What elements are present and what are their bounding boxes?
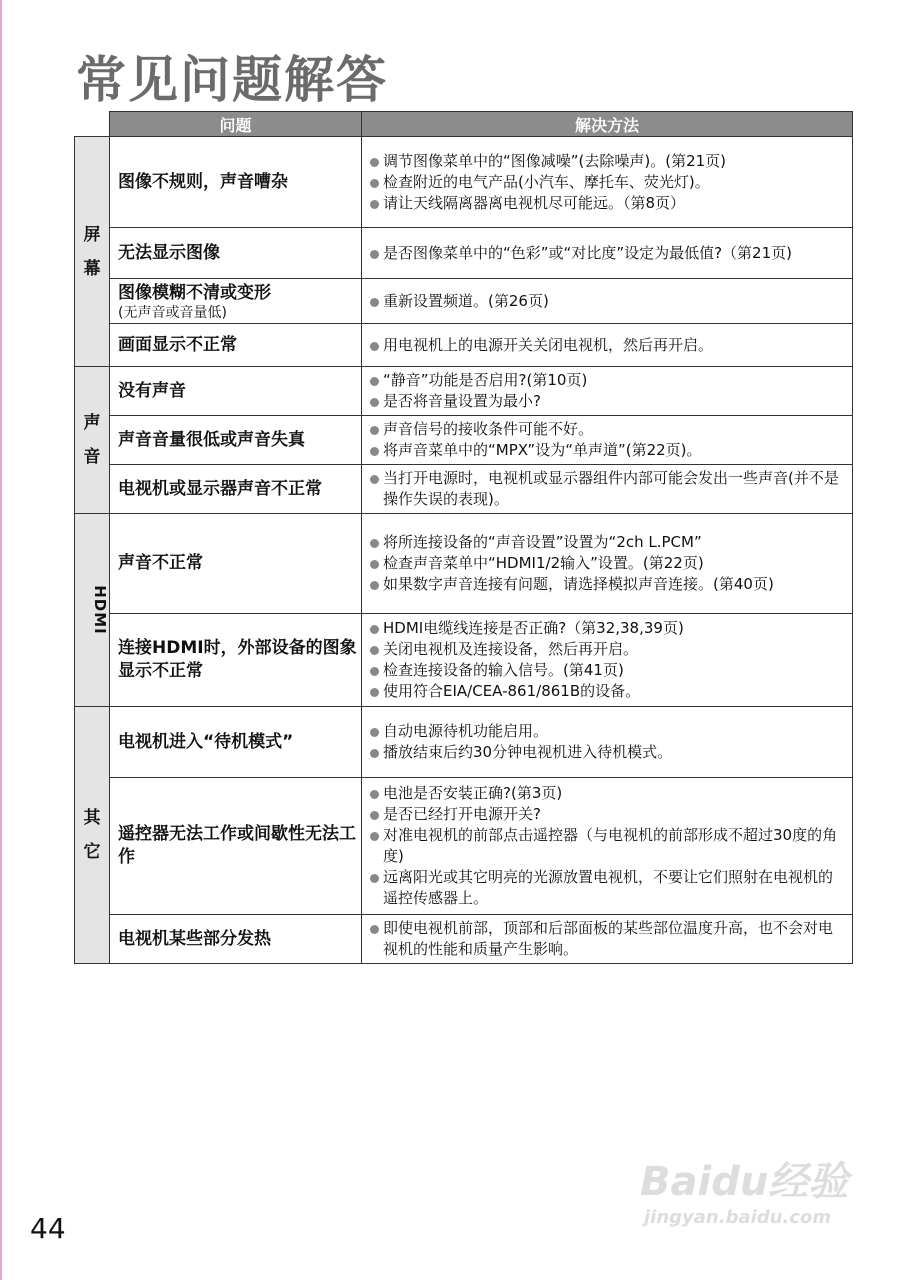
bullet-icon (370, 925, 379, 934)
solution-item (370, 742, 846, 763)
solution-cell (362, 324, 853, 367)
solution-text: 将声音菜单中的“MPX”设为“单声道”(第22页)。 (383, 441, 702, 459)
problem-text: 声音不正常 (118, 553, 203, 573)
problem-text: 图像模糊不清或变形 (118, 282, 271, 303)
problem-text: 没有声音 (118, 380, 186, 401)
problem-text: 电视机某些部分发热 (118, 928, 271, 949)
solution-text: 声音信号的接收条件可能不好。 (383, 420, 594, 438)
table-row (75, 915, 853, 964)
page-edge (0, 0, 2, 1280)
problem-cell (110, 137, 362, 228)
solution-item (370, 804, 846, 825)
category-cell (75, 137, 110, 367)
solution-text: 如果数字声音连接有问题，请选择模拟声音连接。(第40页) (383, 575, 774, 593)
solution-cell (362, 707, 853, 778)
category-label: 声音 (83, 413, 101, 467)
problem-cell (110, 324, 362, 367)
solution-text: 播放结束后约30分钟电视机进入待机模式。 (383, 743, 673, 761)
bullet-icon (370, 646, 379, 655)
table-row (75, 514, 853, 614)
solution-item (370, 419, 846, 440)
solution-item (370, 783, 846, 804)
solution-item (370, 468, 846, 510)
solution-cell (362, 465, 853, 514)
solution-text: 电池是否安装正确?(第3页) (383, 784, 563, 802)
bullet-icon (370, 749, 379, 758)
solution-text: 请让天线隔离器离电视机尽可能远。（第8页） (383, 193, 686, 212)
solution-text: 远离阳光或其它明亮的光源放置电视机，不要让它们照射在电视机的遥控传感器上。 (383, 868, 834, 907)
category-label: 屏幕 (83, 224, 101, 279)
header-blank (75, 112, 110, 137)
bullet-icon (370, 447, 379, 456)
bullet-icon (370, 811, 379, 820)
bullet-icon (370, 475, 379, 484)
solution-item (370, 825, 846, 867)
problem-cell (110, 416, 362, 465)
bullet-icon (370, 179, 379, 188)
bullet-icon (370, 667, 379, 676)
solution-item (370, 151, 846, 172)
problem-text: 声音音量很低或声音失真 (118, 429, 305, 450)
solution-text: 自动电源待机功能启用。 (383, 722, 549, 740)
problem-cell (110, 514, 362, 614)
bullet-icon (370, 581, 379, 590)
problem-text: 电视机或显示器声音不正常 (118, 478, 322, 499)
table-row (75, 137, 853, 228)
solution-text: 用电视机上的电源开关关闭电视机，然后再开启。 (383, 335, 714, 354)
solution-item (370, 532, 846, 553)
solution-cell (362, 367, 853, 416)
solution-cell (362, 279, 853, 324)
solution-cell (362, 778, 853, 915)
table-row (75, 707, 853, 778)
solution-item (370, 291, 846, 312)
category-cell (75, 367, 110, 514)
solution-text: 将所连接设备的“声音设置”设置为“2ch L.PCM” (383, 533, 702, 551)
solution-item (370, 918, 846, 960)
problem-cell (110, 465, 362, 514)
problem-text: 无法显示图像 (118, 242, 220, 263)
table-row (75, 228, 853, 279)
solution-cell (362, 915, 853, 964)
bullet-icon (370, 688, 379, 697)
solution-text: 检查附近的电气产品(小汽车、摩托车、荧光灯)。 (383, 172, 710, 191)
problem-cell (110, 228, 362, 279)
solution-item (370, 721, 846, 742)
solution-text: 重新设置频道。(第26页) (383, 291, 549, 310)
bullet-icon (370, 728, 379, 737)
solution-text: 使用符合EIA/CEA-861/861B的设备。 (383, 682, 641, 700)
problem-text: 电视机进入“待机模式” (118, 731, 294, 752)
bullet-icon (370, 377, 379, 386)
solution-item (370, 193, 846, 214)
bullet-icon (370, 342, 379, 351)
solution-item (370, 681, 846, 702)
solution-text: 当打开电源时，电视机或显示器组件内部可能会发出一些声音(并不是操作失误的表现)。 (383, 469, 839, 508)
bullet-icon (370, 560, 379, 569)
watermark-logo: Baidu经验 jingyan.baidu.com (640, 1159, 849, 1228)
solution-text: 调节图像菜单中的“图像减噪”(去除噪声)。(第21页) (383, 151, 727, 170)
solution-item (370, 391, 846, 412)
solution-cell (362, 416, 853, 465)
problem-cell (110, 915, 362, 964)
category-cell (75, 514, 110, 707)
page-number: 44 (30, 1212, 66, 1245)
solution-item (370, 867, 846, 909)
solution-text: 即使电视机前部，顶部和后部面板的某些部位温度升高，也不会对电视机的性能和质量产生影响。 (383, 919, 834, 958)
bullet-icon (370, 398, 379, 407)
solution-cell (362, 614, 853, 707)
table-row (75, 324, 853, 367)
solution-text: 对准电视机的前部点击遥控器（与电视机的前部形成不超过30度的角度) (383, 826, 838, 865)
category-cell (75, 707, 110, 964)
solution-text: HDMI电缆线连接是否正确?（第32,38,39页) (383, 619, 684, 637)
solution-text: 检查连接设备的输入信号。(第41页) (383, 661, 624, 679)
solution-item (370, 243, 846, 264)
table-row (75, 367, 853, 416)
bullet-icon (370, 158, 379, 167)
solution-text: 关闭电视机及连接设备，然后再开启。 (383, 640, 639, 658)
bullet-icon (370, 298, 379, 307)
category-label: 其它 (83, 808, 101, 862)
table-row (75, 614, 853, 707)
bullet-icon (370, 790, 379, 799)
solution-text: 是否将音量设置为最小? (383, 392, 541, 410)
solution-item (370, 660, 846, 681)
solution-item (370, 639, 846, 660)
solution-item (370, 574, 846, 595)
bullet-icon (370, 832, 379, 841)
header-solution: 解决方法 (362, 112, 853, 137)
solution-text: “静音”功能是否启用?(第10页) (383, 371, 588, 389)
table-row (75, 416, 853, 465)
problem-subtext: (无声音或音量低) (118, 304, 227, 321)
bullet-icon (370, 426, 379, 435)
problem-cell (110, 778, 362, 915)
solution-text: 检查声音菜单中“HDMI1/2输入”设置。(第22页) (383, 554, 704, 572)
solution-cell (362, 137, 853, 228)
faq-table (74, 111, 853, 964)
bullet-icon (370, 200, 379, 209)
solution-cell (362, 514, 853, 614)
bullet-icon (370, 539, 379, 548)
header-problem: 问题 (110, 112, 362, 137)
table-row (75, 778, 853, 915)
solution-item (370, 553, 846, 574)
problem-text: 图像不规则，声音嘈杂 (118, 171, 288, 192)
bullet-icon (370, 250, 379, 259)
problem-cell (110, 367, 362, 416)
solution-item (370, 440, 846, 461)
problem-cell (110, 707, 362, 778)
solution-text: 是否已经打开电源开关? (383, 805, 541, 823)
bullet-icon (370, 625, 379, 634)
category-label: HDMI (90, 585, 109, 635)
table-row (75, 279, 853, 324)
page-title: 常见问题解答 (76, 51, 388, 109)
problem-cell (110, 279, 362, 324)
solution-text: 是否图像菜单中的“色彩”或“对比度”设定为最低值?（第21页) (383, 243, 792, 262)
problem-text: 遥控器无法工作或间歇性无法工作 (118, 824, 356, 867)
problem-cell (110, 614, 362, 707)
solution-item (370, 618, 846, 639)
bullet-icon (370, 874, 379, 883)
solution-item (370, 370, 846, 391)
solution-item (370, 335, 846, 356)
problem-text: 画面显示不正常 (118, 334, 237, 355)
problem-text: 连接HDMI时，外部设备的图象显示不正常 (118, 638, 357, 681)
solution-item (370, 172, 846, 193)
table-row (75, 465, 853, 514)
solution-cell (362, 228, 853, 279)
